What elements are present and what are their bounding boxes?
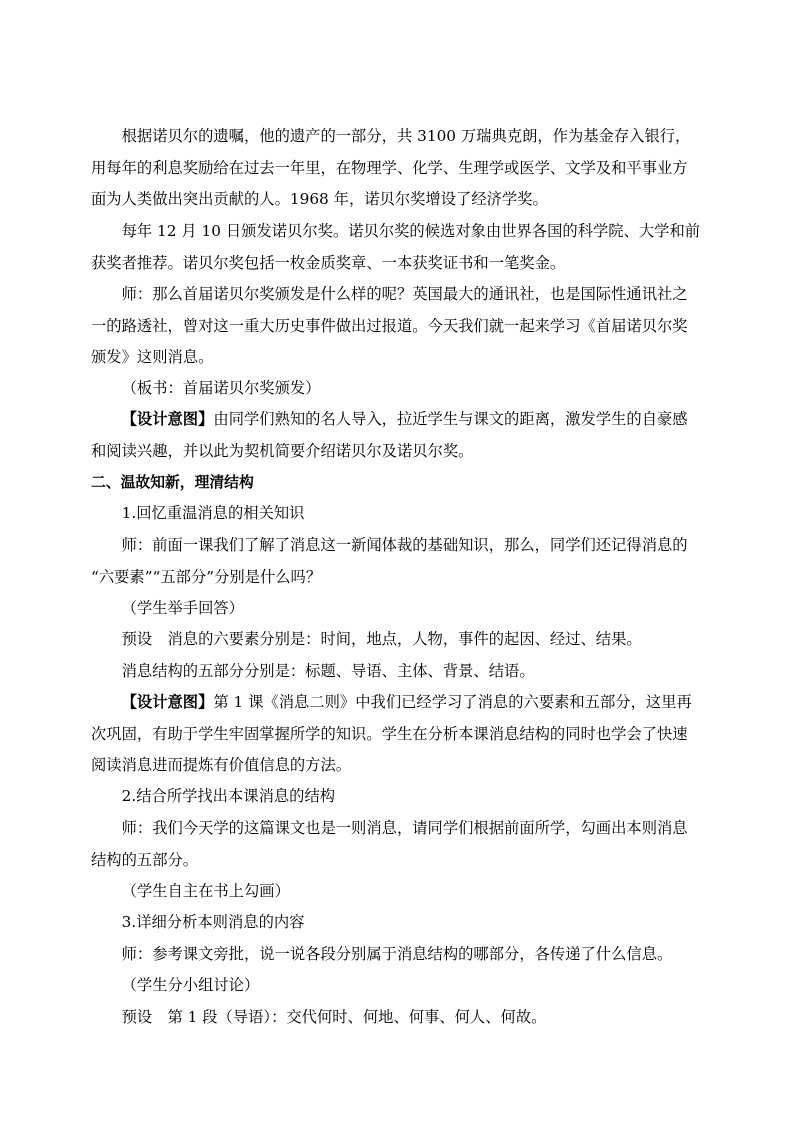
design-intent-tag: 【设计意图】 [121,693,214,711]
text-line: 2.结合所学找出本课消息的结构 [121,787,336,805]
paragraph-five-parts [91,656,718,688]
subheading-2 [91,781,718,813]
text-line [91,687,718,719]
subheading-1 [91,498,718,530]
text-line: 师：我们今天学的这篇课文也是一则消息，请同学们根据前面所学，勾画出本则消息 [121,819,688,837]
text-line: （板书：首届诺贝尔奖颁发） [121,379,321,397]
text-line: 结构的五部分。 [91,850,199,869]
text-line: 预设 第 1 段（导语）：交代何时、何地、何事、何人、何故。 [121,1008,547,1026]
text-line: 3.详细分析本则消息的内容 [121,913,305,931]
text-line: （学生自主在书上勾画） [121,882,290,900]
text-line: 颁发》这则消息。 [91,348,214,366]
paragraph-teacher-intro [91,279,718,374]
text-line: 次巩固，有助于学生牢固掌握所学的知识。学生在分析本课消息结构的同时也学会了快速 [91,724,688,743]
text-line: （学生举手回答） [121,599,244,617]
paragraph-blackboard-note [91,373,718,405]
text-line: 和阅读兴趣，并以此为契机简要介绍诺贝尔及诺贝尔奖。 [91,441,474,460]
paragraph-teacher-structure [91,813,718,876]
text-line: “六要素”“五部分”分别是什么吗？ [91,567,322,586]
text-line: 每年 12 月 10 日颁发诺贝尔奖。诺贝尔奖的候选对象由世界各国的科学院、大学和前 [121,222,701,240]
text-line: 面为人类做出突出贡献的人。1968 年，诺贝尔奖增设了经济学奖。 [91,190,548,208]
text-line: 1.回忆重温消息的相关知识 [121,504,305,522]
text-line: 师：前面一课我们了解了消息这一新闻体裁的基础知识，那么，同学们还记得消息的 [121,536,688,554]
text-line [91,404,718,436]
design-intent-text: 第 1 课《消息二则》中我们已经学习了消息的六要素和五部分，这里再 [213,693,692,711]
subheading-3 [91,907,718,939]
text-line: 阅读消息进而提炼有价值信息的方法。 [91,756,352,774]
paragraph-award-date [91,216,718,279]
paragraph-teacher-recall [91,530,718,593]
paragraph-teacher-analyze [91,939,718,971]
paragraph-student-answer [91,593,718,625]
paragraph-lead-preset [91,1002,718,1034]
paragraph-design-intent-1 [91,404,718,467]
paragraph-design-intent-2 [91,687,718,782]
text-line: 师：参考课文旁批，说一说各段分别属于消息结构的哪部分，各传递了什么信息。 [121,945,673,963]
text-line: （学生分小组讨论） [121,976,260,994]
text-line: 用每年的利息奖励给在过去一年里，在物理学、化学、生理学或医学、文学及和平事业方 [91,158,688,177]
text-line: 获奖者推荐。诺贝尔奖包括一枚金质奖章、一本获奖证书和一笔奖金。 [91,253,566,272]
paragraph-six-elements [91,624,718,656]
text-line: 消息结构的五部分分别是：标题、导语、主体、背景、结语。 [121,662,535,680]
section-heading-2: 二、温故知新，理清结构 [91,474,254,491]
design-intent-text: 由同学们熟知的名人导入，拉近学生与课文的距离，激发学生的自豪感 [213,410,688,428]
text-line: 根据诺贝尔的遗嘱，他的遗产的一部分，共 3100 万瑞典克朗，作为基金存入银行， [121,127,691,145]
paragraph-group-discussion [91,970,718,1002]
paragraph-student-mark [91,876,718,908]
text-line: 一的路透社，曾对这一重大历史事件做出过报道。今天我们就一起来学习《首届诺贝尔奖 [91,316,688,335]
text-line: 预设 消息的六要素分别是：时间，地点，人物，事件的起因、经过、结果。 [121,630,642,648]
text-line: 师：那么首届诺贝尔奖颁发是什么样的呢？英国最大的通讯社，也是国际性通讯社之 [121,285,688,303]
design-intent-tag: 【设计意图】 [121,410,214,428]
paragraph-nobel-will [91,121,718,216]
